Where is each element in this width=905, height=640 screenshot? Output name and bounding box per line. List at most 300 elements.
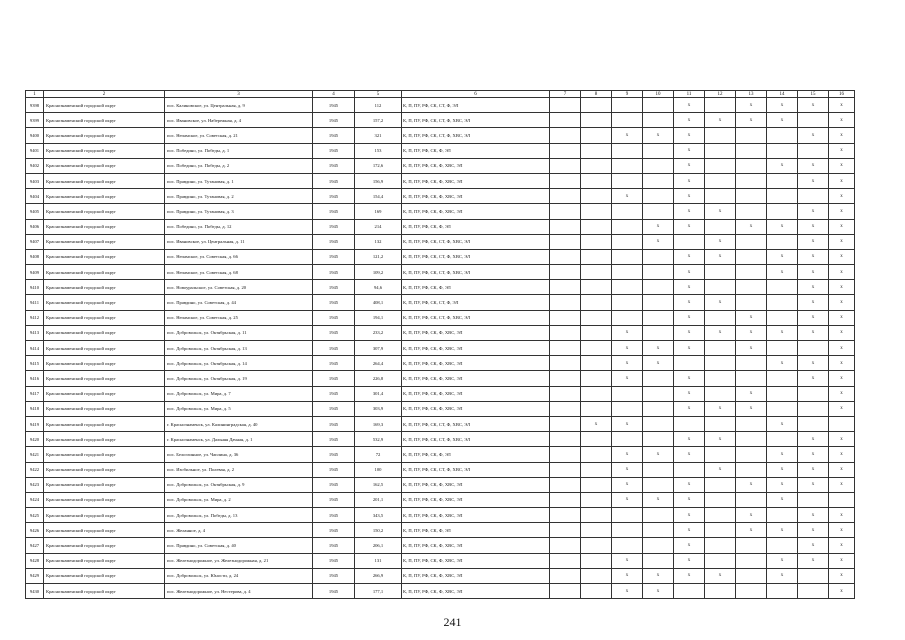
mark-cell-col-12 (705, 173, 736, 188)
mark-cell-col-12: x (705, 401, 736, 416)
mark-cell-col-13 (736, 538, 767, 553)
year-cell: 1945 (313, 295, 355, 310)
address-cell: пос. Добровольск, ул. Октябрьская, д. 11 (165, 325, 313, 340)
year-cell: 1945 (313, 341, 355, 356)
mark-cell-col-12 (705, 386, 736, 401)
mark-cell-col-13 (736, 189, 767, 204)
district-cell: Краснознаменский городской округ (44, 98, 165, 113)
services-cell: К, П, ПУ, РФ, СК, СТ, Ф, ХВС, ЭЛ (402, 234, 550, 249)
mark-cell-col-9: x (612, 325, 643, 340)
mark-cell-col-13 (736, 128, 767, 143)
year-cell: 1945 (313, 356, 355, 371)
record-number: 9419 (26, 416, 44, 431)
mark-cell-col-14 (767, 371, 798, 386)
mark-cell-col-14 (767, 432, 798, 447)
mark-cell-col-10 (643, 113, 674, 128)
address-cell: пос. Правдино, ул. Тутановая, д. 2 (165, 189, 313, 204)
mark-cell-col-10 (643, 508, 674, 523)
district-cell: Краснознаменский городской округ (44, 584, 165, 599)
mark-cell-col-9 (612, 113, 643, 128)
mark-cell-col-15: x (798, 432, 829, 447)
year-cell: 1945 (313, 204, 355, 219)
address-cell: пос. Добровольск, ул. Мира, д. 5 (165, 401, 313, 416)
mark-cell-col-14 (767, 310, 798, 325)
address-cell: пос. Белоглинное, ул. Чаплина, д. 36 (165, 447, 313, 462)
mark-cell-col-7 (550, 295, 581, 310)
district-cell: Краснознаменский городской округ (44, 508, 165, 523)
mark-cell-col-9 (612, 204, 643, 219)
mark-cell-col-16: x (829, 158, 855, 173)
mark-cell-col-11 (674, 416, 705, 431)
area-cell: 408,1 (355, 295, 402, 310)
mark-cell-col-11: x (674, 523, 705, 538)
mark-cell-col-9 (612, 295, 643, 310)
mark-cell-col-15 (798, 492, 829, 507)
mark-cell-col-8 (581, 477, 612, 492)
table-row (26, 447, 855, 462)
mark-cell-col-16: x (829, 204, 855, 219)
mark-cell-col-15: x (798, 523, 829, 538)
district-cell: Краснознаменский городской округ (44, 249, 165, 264)
mark-cell-col-9 (612, 508, 643, 523)
services-cell: К, П, ПУ, РФ, СК, СТ, Ф, ЭЛ (402, 295, 550, 310)
area-cell: 226,8 (355, 371, 402, 386)
mark-cell-col-7 (550, 492, 581, 507)
mark-cell-col-9: x (612, 189, 643, 204)
mark-cell-col-8 (581, 462, 612, 477)
services-cell: К, П, ПУ, РФ, СК, Ф, ХВС, ЭЛ (402, 553, 550, 568)
mark-cell-col-12 (705, 341, 736, 356)
mark-cell-col-8 (581, 568, 612, 583)
district-cell: Краснознаменский городской округ (44, 204, 165, 219)
mark-cell-col-11: x (674, 371, 705, 386)
record-number: 9410 (26, 280, 44, 295)
mark-cell-col-12 (705, 98, 736, 113)
mark-cell-col-10 (643, 386, 674, 401)
mark-cell-col-16: x (829, 249, 855, 264)
mark-cell-col-15 (798, 386, 829, 401)
services-cell: К, П, ПУ, РФ, СК, Ф, ЭЛ (402, 143, 550, 158)
year-cell: 1945 (313, 477, 355, 492)
mark-cell-col-7 (550, 310, 581, 325)
mark-cell-col-7 (550, 432, 581, 447)
mark-cell-col-7 (550, 143, 581, 158)
area-cell: 169,3 (355, 416, 402, 431)
services-cell: К, П, ПУ, РФ, СК, СТ, Ф, ХВС, ЭЛ (402, 249, 550, 264)
mark-cell-col-15: x (798, 477, 829, 492)
year-cell: 1945 (313, 234, 355, 249)
table-row (26, 553, 855, 568)
mark-cell-col-14 (767, 173, 798, 188)
mark-cell-col-9: x (612, 128, 643, 143)
mark-cell-col-9: x (612, 477, 643, 492)
mark-cell-col-16: x (829, 584, 855, 599)
address-cell: пос. Непамское, ул. Советская, д. 25 (165, 310, 313, 325)
table-row (26, 128, 855, 143)
record-number: 9406 (26, 219, 44, 234)
year-cell: 1945 (313, 553, 355, 568)
mark-cell-col-12 (705, 584, 736, 599)
area-cell: 157,2 (355, 113, 402, 128)
year-cell: 1945 (313, 538, 355, 553)
mark-cell-col-15: x (798, 158, 829, 173)
area-cell: 303,9 (355, 401, 402, 416)
address-cell: пос. Добровольск, ул. Октябрьская, д. 13 (165, 341, 313, 356)
area-cell: 172,6 (355, 158, 402, 173)
area-cell: 214 (355, 219, 402, 234)
record-number: 9403 (26, 173, 44, 188)
table-row (26, 523, 855, 538)
table-row (26, 143, 855, 158)
district-cell: Краснознаменский городской округ (44, 553, 165, 568)
mark-cell-col-9 (612, 523, 643, 538)
mark-cell-col-11: x (674, 386, 705, 401)
district-cell: Краснознаменский городской округ (44, 265, 165, 280)
mark-cell-col-16: x (829, 341, 855, 356)
mark-cell-col-12 (705, 371, 736, 386)
mark-cell-col-11: x (674, 538, 705, 553)
table-row (26, 189, 855, 204)
table-row (26, 295, 855, 310)
address-cell: пос. Непамское, ул. Советская, д. 68 (165, 265, 313, 280)
mark-cell-col-16: x (829, 432, 855, 447)
mark-cell-col-14: x (767, 416, 798, 431)
mark-cell-col-13: x (736, 341, 767, 356)
area-cell: 162,5 (355, 477, 402, 492)
mark-cell-col-7 (550, 584, 581, 599)
mark-cell-col-12 (705, 416, 736, 431)
area-cell: 264,4 (355, 356, 402, 371)
mark-cell-col-16: x (829, 477, 855, 492)
mark-cell-col-16: x (829, 234, 855, 249)
district-cell: Краснознаменский городской округ (44, 371, 165, 386)
record-number: 9412 (26, 310, 44, 325)
mark-cell-col-12: x (705, 113, 736, 128)
mark-cell-col-9 (612, 432, 643, 447)
mark-cell-col-11: x (674, 447, 705, 462)
district-cell: Краснознаменский городской округ (44, 310, 165, 325)
mark-cell-col-13: x (736, 98, 767, 113)
mark-cell-col-14 (767, 143, 798, 158)
mark-cell-col-16: x (829, 143, 855, 158)
record-number: 9418 (26, 401, 44, 416)
table-row (26, 386, 855, 401)
column-number-4: 4 (313, 91, 355, 98)
mark-cell-col-8 (581, 173, 612, 188)
mark-cell-col-15 (798, 143, 829, 158)
mark-cell-col-10: x (643, 568, 674, 583)
mark-cell-col-15: x (798, 280, 829, 295)
address-cell: пос. Победино, ул. Победы, д. 1 (165, 143, 313, 158)
column-number-1: 1 (26, 91, 44, 98)
mark-cell-col-8 (581, 523, 612, 538)
mark-cell-col-13 (736, 143, 767, 158)
mark-cell-col-11: x (674, 143, 705, 158)
mark-cell-col-14: x (767, 356, 798, 371)
mark-cell-col-11: x (674, 325, 705, 340)
mark-cell-col-11: x (674, 128, 705, 143)
page-number: 241 (443, 615, 462, 629)
mark-cell-col-8 (581, 386, 612, 401)
services-cell: К, П, ПУ, РФ, СК, Ф, ХВС, ЭЛ (402, 568, 550, 583)
column-number-13: 13 (736, 91, 767, 98)
record-number: 9414 (26, 341, 44, 356)
record-number: 9417 (26, 386, 44, 401)
mark-cell-col-8 (581, 356, 612, 371)
address-cell: пос. Правдино, ул. Тутановая, д. 3 (165, 204, 313, 219)
record-number: 9407 (26, 234, 44, 249)
mark-cell-col-7 (550, 523, 581, 538)
mark-cell-col-13: x (736, 325, 767, 340)
mark-cell-col-10 (643, 432, 674, 447)
address-cell: пос. Добровольск, ул. Мира, д. 7 (165, 386, 313, 401)
services-cell: К, П, ПУ, РФ, СК, Ф, ХВС, ЭЛ (402, 356, 550, 371)
mark-cell-col-8 (581, 584, 612, 599)
mark-cell-col-10 (643, 401, 674, 416)
mark-cell-col-14 (767, 280, 798, 295)
column-number-9: 9 (612, 91, 643, 98)
table-row (26, 219, 855, 234)
mark-cell-col-13: x (736, 401, 767, 416)
mark-cell-col-14: x (767, 492, 798, 507)
mark-cell-col-10: x (643, 219, 674, 234)
mark-cell-col-11 (674, 356, 705, 371)
mark-cell-col-11: x (674, 280, 705, 295)
mark-cell-col-16: x (829, 371, 855, 386)
column-number-2: 2 (44, 91, 165, 98)
year-cell: 1945 (313, 189, 355, 204)
mark-cell-col-10 (643, 295, 674, 310)
table-row (26, 371, 855, 386)
mark-cell-col-15: x (798, 173, 829, 188)
mark-cell-col-14 (767, 584, 798, 599)
mark-cell-col-16: x (829, 553, 855, 568)
record-number: 9402 (26, 158, 44, 173)
mark-cell-col-8 (581, 508, 612, 523)
record-number: 9409 (26, 265, 44, 280)
mark-cell-col-15 (798, 189, 829, 204)
services-cell: К, П, ПУ, РФ, СК, Ф, ХВС, ЭЛ (402, 341, 550, 356)
mark-cell-col-9 (612, 219, 643, 234)
mark-cell-col-14: x (767, 523, 798, 538)
mark-cell-col-10: x (643, 492, 674, 507)
mark-cell-col-14: x (767, 265, 798, 280)
mark-cell-col-15 (798, 113, 829, 128)
mark-cell-col-11: x (674, 341, 705, 356)
table-row (26, 280, 855, 295)
mark-cell-col-8 (581, 401, 612, 416)
mark-cell-col-10: x (643, 584, 674, 599)
services-cell: К, П, ПУ, РФ, СК, Ф, ХВС, ЭЛ (402, 492, 550, 507)
record-number: 9420 (26, 432, 44, 447)
services-cell: К, П, ПУ, РФ, СК, Ф, ХВС, ЭЛ (402, 371, 550, 386)
mark-cell-col-14 (767, 538, 798, 553)
mark-cell-col-15: x (798, 325, 829, 340)
address-cell: пос. Ивановское, ул. Набережная, д. 4 (165, 113, 313, 128)
register-sheet (25, 90, 854, 599)
address-cell: пос. Победино, ул. Победы, д. 12 (165, 219, 313, 234)
record-number: 9429 (26, 568, 44, 583)
area-cell: 150,2 (355, 523, 402, 538)
mark-cell-col-16: x (829, 538, 855, 553)
year-cell: 1945 (313, 143, 355, 158)
record-number: 9421 (26, 447, 44, 462)
mark-cell-col-11: x (674, 265, 705, 280)
table-row (26, 462, 855, 477)
mark-cell-col-7 (550, 280, 581, 295)
table-row (26, 492, 855, 507)
mark-cell-col-11: x (674, 98, 705, 113)
mark-cell-col-12 (705, 508, 736, 523)
mark-cell-col-8 (581, 492, 612, 507)
mark-cell-col-7 (550, 477, 581, 492)
mark-cell-col-10 (643, 310, 674, 325)
mark-cell-col-7 (550, 158, 581, 173)
mark-cell-col-12 (705, 280, 736, 295)
mark-cell-col-14 (767, 401, 798, 416)
table-row (26, 113, 855, 128)
district-cell: Краснознаменский городской округ (44, 462, 165, 477)
mark-cell-col-9: x (612, 416, 643, 431)
mark-cell-col-16: x (829, 265, 855, 280)
mark-cell-col-12 (705, 492, 736, 507)
mark-cell-col-9 (612, 310, 643, 325)
record-number: 9401 (26, 143, 44, 158)
mark-cell-col-15: x (798, 295, 829, 310)
mark-cell-col-7 (550, 371, 581, 386)
record-number: 9411 (26, 295, 44, 310)
mark-cell-col-8 (581, 265, 612, 280)
area-cell: 154,4 (355, 189, 402, 204)
mark-cell-col-9: x (612, 553, 643, 568)
mark-cell-col-15: x (798, 538, 829, 553)
mark-cell-col-11: x (674, 432, 705, 447)
district-cell: Краснознаменский городской округ (44, 492, 165, 507)
mark-cell-col-12 (705, 553, 736, 568)
mark-cell-col-10 (643, 189, 674, 204)
services-cell: К, П, ПУ, РФ, СК, СТ, Ф, ЭЛ (402, 98, 550, 113)
area-cell: 343,5 (355, 508, 402, 523)
mark-cell-col-8 (581, 219, 612, 234)
record-number: 9416 (26, 371, 44, 386)
mark-cell-col-14 (767, 386, 798, 401)
mark-cell-col-12 (705, 310, 736, 325)
district-cell: Краснознаменский городской округ (44, 401, 165, 416)
mark-cell-col-12: x (705, 325, 736, 340)
year-cell: 1945 (313, 416, 355, 431)
mark-cell-col-15: x (798, 462, 829, 477)
mark-cell-col-9 (612, 265, 643, 280)
table-row (26, 310, 855, 325)
services-cell: К, П, ПУ, РФ, СК, Ф, ХВС, ЭЛ (402, 325, 550, 340)
mark-cell-col-10 (643, 553, 674, 568)
services-cell: К, П, ПУ, РФ, СК, СТ, Ф, ХВС, ЭЛ (402, 265, 550, 280)
mark-cell-col-11: x (674, 249, 705, 264)
mark-cell-col-12 (705, 477, 736, 492)
mark-cell-col-13 (736, 280, 767, 295)
mark-cell-col-13: x (736, 310, 767, 325)
services-cell: К, П, ПУ, РФ, СК, СТ, Ф, ХВС, ЭЛ (402, 462, 550, 477)
area-cell: 100 (355, 462, 402, 477)
mark-cell-col-13 (736, 462, 767, 477)
mark-cell-col-16: x (829, 568, 855, 583)
year-cell: 1945 (313, 462, 355, 477)
mark-cell-col-9: x (612, 462, 643, 477)
mark-cell-col-8 (581, 432, 612, 447)
mark-cell-col-10: x (643, 128, 674, 143)
mark-cell-col-16: x (829, 310, 855, 325)
mark-cell-col-16 (829, 492, 855, 507)
mark-cell-col-9: x (612, 492, 643, 507)
mark-cell-col-11: x (674, 508, 705, 523)
mark-cell-col-10 (643, 280, 674, 295)
table-row (26, 249, 855, 264)
record-number: 9427 (26, 538, 44, 553)
column-number-8: 8 (581, 91, 612, 98)
mark-cell-col-15 (798, 341, 829, 356)
address-cell: пос. Правдино, ул. Тутановая, д. 1 (165, 173, 313, 188)
mark-cell-col-13: x (736, 113, 767, 128)
mark-cell-col-12 (705, 265, 736, 280)
mark-cell-col-14: x (767, 447, 798, 462)
address-cell: пос. Железнодорожное, ул. Железнодорожная, д. 21 (165, 553, 313, 568)
mark-cell-col-10 (643, 265, 674, 280)
mark-cell-col-13 (736, 249, 767, 264)
mark-cell-col-11 (674, 462, 705, 477)
mark-cell-col-13 (736, 234, 767, 249)
year-cell: 1945 (313, 492, 355, 507)
column-number-11: 11 (674, 91, 705, 98)
mark-cell-col-15: x (798, 204, 829, 219)
address-cell: пос. Калиновское, ул. Центральная, д. 9 (165, 98, 313, 113)
area-cell: 121,2 (355, 249, 402, 264)
area-cell: 112 (355, 98, 402, 113)
mark-cell-col-14 (767, 128, 798, 143)
mark-cell-col-10 (643, 371, 674, 386)
area-cell: 201,1 (355, 492, 402, 507)
mark-cell-col-7 (550, 553, 581, 568)
year-cell: 1945 (313, 584, 355, 599)
mark-cell-col-7 (550, 508, 581, 523)
table-row (26, 356, 855, 371)
mark-cell-col-13 (736, 432, 767, 447)
mark-cell-col-12 (705, 523, 736, 538)
address-cell: г. Краснознаменск, ул. Дальняя Дачная, д. 1 (165, 432, 313, 447)
mark-cell-col-8 (581, 371, 612, 386)
mark-cell-col-15: x (798, 234, 829, 249)
mark-cell-col-16 (829, 416, 855, 431)
table-row (26, 401, 855, 416)
mark-cell-col-7 (550, 265, 581, 280)
table-row (26, 538, 855, 553)
mark-cell-col-7 (550, 568, 581, 583)
mark-cell-col-7 (550, 189, 581, 204)
services-cell: К, П, ПУ, РФ, СК, Ф, ХВС, ЭЛ (402, 401, 550, 416)
mark-cell-col-16: x (829, 462, 855, 477)
mark-cell-col-7 (550, 341, 581, 356)
column-number-3: 3 (165, 91, 313, 98)
mark-cell-col-8 (581, 280, 612, 295)
services-cell: К, П, ПУ, РФ, СК, Ф, ХВС, ЭЛ (402, 189, 550, 204)
address-cell: пос. Правдино, ул. Советская, д. 40 (165, 538, 313, 553)
mark-cell-col-15 (798, 401, 829, 416)
address-cell: пос. Добровольск, ул. Октябрьская, д. 19 (165, 371, 313, 386)
mark-cell-col-11: x (674, 204, 705, 219)
table-row (26, 432, 855, 447)
district-cell: Краснознаменский городской округ (44, 189, 165, 204)
address-cell: пос. Победино, ул. Победы, д. 2 (165, 158, 313, 173)
record-number: 9422 (26, 462, 44, 477)
